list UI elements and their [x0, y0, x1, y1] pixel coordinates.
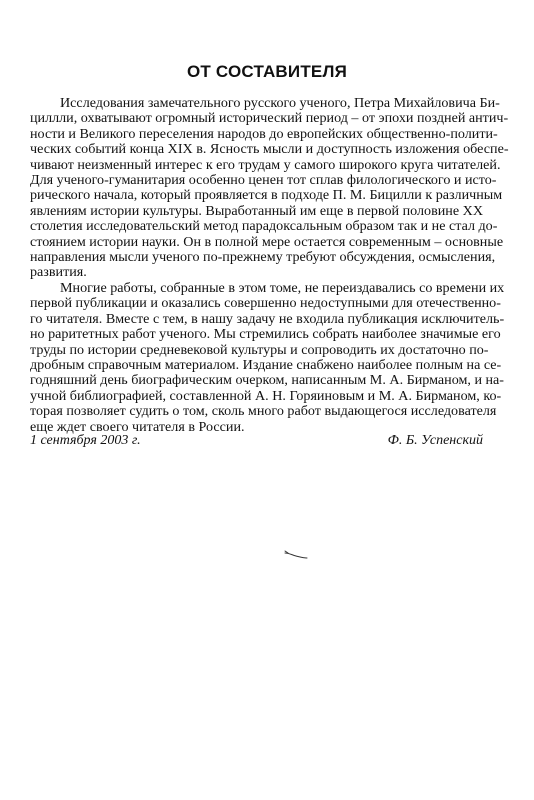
text-line: ности и Великого переселения народов до европейских общественно-полити- — [30, 125, 498, 142]
pen-mark-icon — [284, 550, 308, 560]
text-line: труды по истории средневековой культуры и сопроводить их достаточно по- — [30, 341, 489, 358]
page-title: ОТ СОСТАВИТЕЛЯ — [186, 62, 348, 81]
signature-author: Ф. Б. Успенский — [387, 433, 483, 448]
text-line: рического начала, который проявляется в подходе П. М. Бицилли к различным — [30, 187, 503, 204]
text-line: столетия исследовательский метод парадоксальным образом так и не стал до- — [30, 218, 498, 235]
text-line: явлениям истории культуры. Выработанный им еще в первой половине XX — [30, 202, 483, 219]
signature-date: 1 сентября 2003 г. — [30, 433, 141, 448]
text-line: Многие работы, собранные в этом томе, не переиздавались со времени их — [60, 279, 505, 296]
text-line: дробным справочным материалом. Издание снабжено наиболее полным на се- — [30, 356, 502, 373]
text-line: направления мысли ученого по-прежнему требуют обсуждения, осмысления, — [30, 249, 496, 266]
paragraph-1 — [30, 95, 509, 281]
text-line: учной библиографией, составленной А. Н. Горяиновым и М. А. Бирманом, ко- — [30, 387, 502, 404]
text-line: циллли, охватывают огромный исторический период – от эпохи поздней антич- — [30, 110, 509, 127]
text-line: торая позволяет судить о том, сколь много работ выдающегося исследователя — [30, 403, 497, 420]
text-line: первой публикации и оказались совершенно недоступными для отечественно- — [30, 295, 501, 312]
text-line: чивают неизменный интерес к его трудам у самого широкого круга читателей. — [30, 156, 501, 173]
text-line: ческих событий конца XIX в. Ясность мысли и доступность изложения обеспе- — [30, 141, 509, 158]
text-line: развития. — [30, 264, 87, 281]
text-line: Исследования замечательного русского ученого, Петра Михайловича Би- — [60, 95, 500, 111]
text-line: еще ждет своего читателя в России. — [30, 418, 245, 435]
text-line: годняшний день биографическим очерком, написанным М. А. Бирманом, и на- — [30, 372, 505, 389]
text-line: го читателя. Вместе с тем, в нашу задачу не входила публикация исключитель- — [30, 310, 505, 327]
body-text — [30, 95, 509, 435]
paragraph-2 — [30, 279, 505, 435]
text-line: но раритетных работ ученого. Мы стремились собрать наиболее значимые его — [30, 326, 501, 343]
text-line: стоянием истории науки. Он в полной мере остается современным – основные — [30, 233, 504, 250]
text-line: Для ученого-гуманитария особенно ценен тот сплав филологического и исто- — [30, 172, 497, 189]
